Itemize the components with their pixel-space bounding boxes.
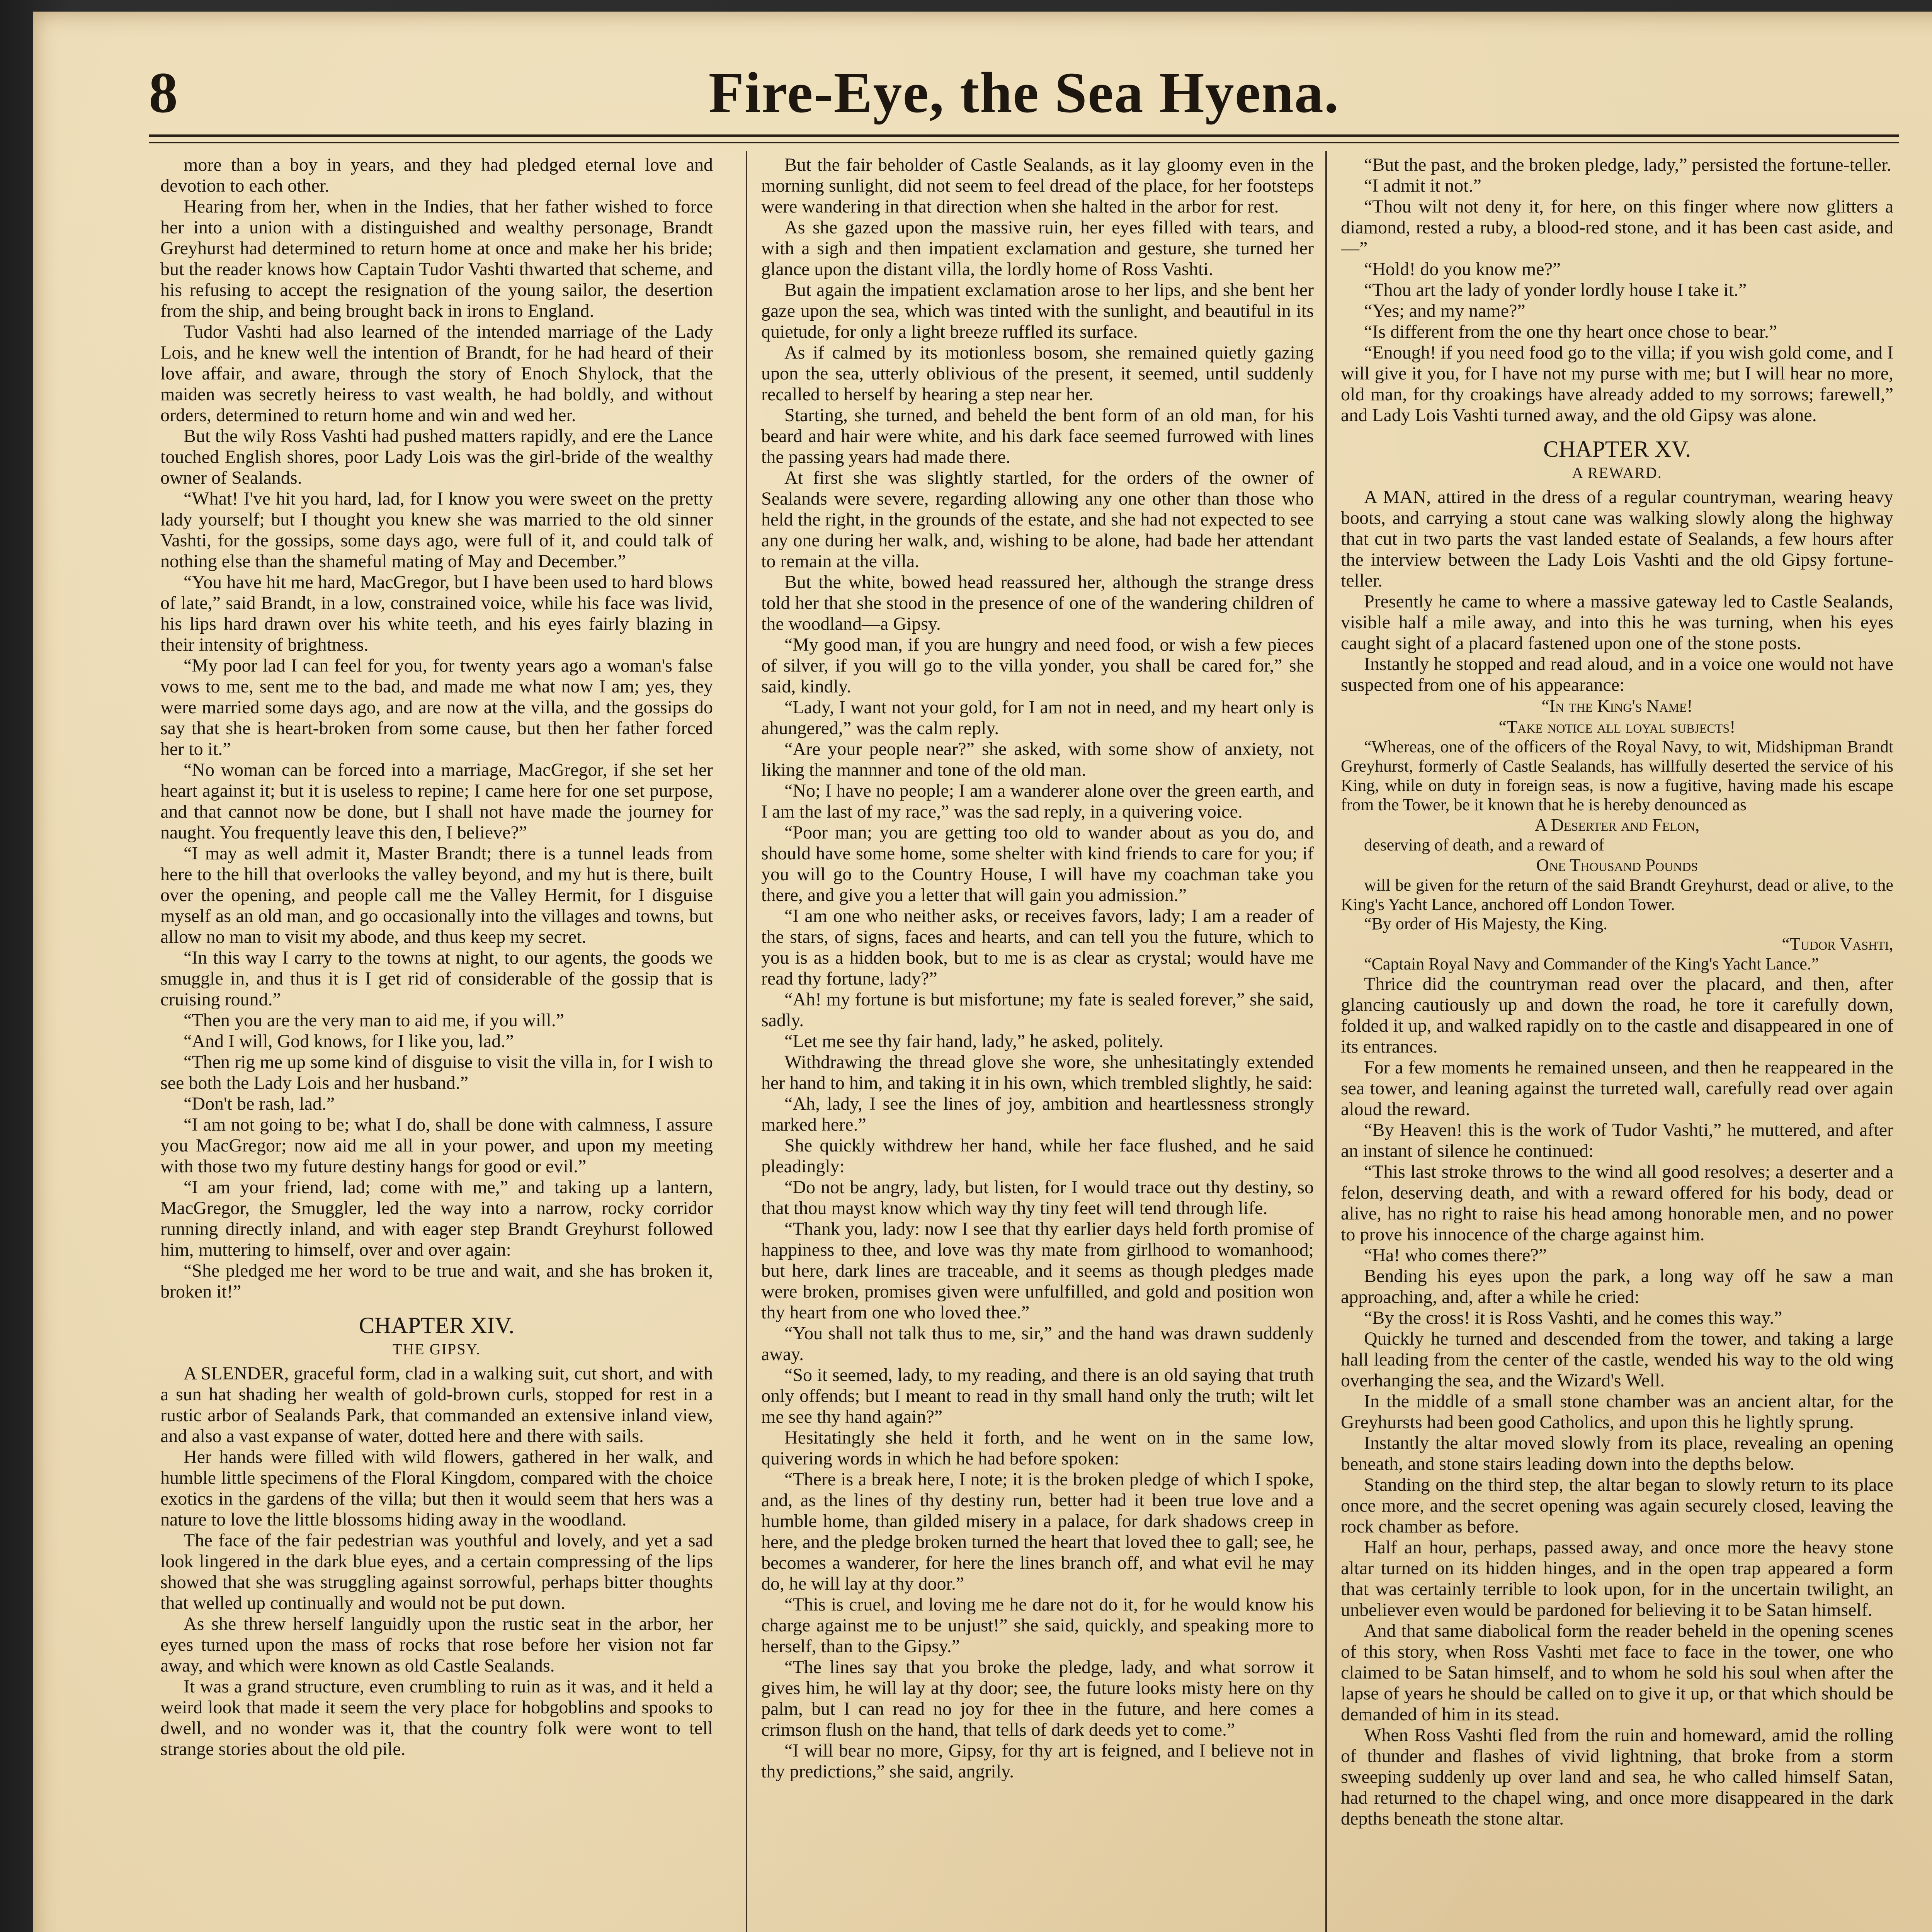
paragraph: “Do not be angry, lady, but listen, for I would trace out thy destiny, so that thou mayst know which way thy tiny feet will tend through life. (761, 1177, 1314, 1218)
paragraph: She quickly withdrew her hand, while her face flushed, and he said pleadingly: (761, 1135, 1314, 1177)
paragraph: But again the impatient exclamation arose to her lips, and she bent her gaze upon the sea, which was tinted with the sunlight, and beautiful in its quietude, for only a light breeze ruffled its surface. (761, 280, 1314, 342)
chapter-subheading: A REWARD. (1572, 464, 1662, 481)
page-header (149, 54, 1899, 131)
paragraph: “Is different from the one thy heart once chose to bear.” (1364, 321, 1777, 342)
paragraph: When Ross Vashti fled from the ruin and homeward, amid the rolling of thunder and flashes of vivid lightning, that broke from a storm sweeping suddenly up over land and sea, he who called himself Satan, had returned to the chapel wing, and once more disappeared in the dark depths beneath the stone altar. (1341, 1725, 1893, 1829)
paragraph: “She pledged me her word to be true and wait, and she has broken it, broken it!” (160, 1260, 713, 1302)
paragraph: “The lines say that you broke the pledge, lady, and what sorrow it gives him, he will lay at thy door; see, the future looks misty here on thy palm, but I can read no joy for thee in the future, and here comes a crimson flush on the hand, that tells of dark deeds yet to come.” (761, 1657, 1314, 1740)
paragraph: more than a boy in years, and they had pledged eternal love and devotion to each other. (160, 155, 713, 196)
notice-heading: “Take notice all loyal subjects! (1498, 717, 1736, 736)
paragraph: “I will bear no more, Gipsy, for thy art is feigned, and I believe not in thy predictions,” she said, angrily. (761, 1740, 1314, 1782)
paragraph: Tudor Vashti had also learned of the intended marriage of the Lady Lois, and he knew well the intention of Brandt, for he had heard of their love affair, and aware, through the story of Enoch Shylock, that the maiden was secretly heiress to vast wealth, he had boldly, and without orders, determined to return home and win and wed her. (160, 321, 713, 425)
paragraph: Her hands were filled with wild flowers, gathered in her walk, and humble little specimens of the Floral Kingdom, compared with the choice exotics in the gardens of the villa; but then it would seem that hers was a nature to love the little blossoms hiding away in the woodland. (160, 1447, 713, 1530)
paragraph: As she threw herself languidly upon the rustic seat in the arbor, her eyes turned upon the mass of rocks that rose before her vision not far away, and which were known as old Castle Sealands. (160, 1614, 713, 1676)
paragraph: “No woman can be forced into a marriage, MacGregor, if she set her heart against it; but it is useless to repine; I came here for one set purpose, and that cannot now be done, but I shall not have made the journey for naught. You frequently leave this den, I believe?” (160, 760, 713, 843)
notice-text: deserving of death, and a reward of (1364, 835, 1604, 854)
paragraph: Thrice did the countryman read over the placard, and then, after glancing cautiously up and down the road, he tore it carefully down, folded it up, and walked rapidly on to the castle and disappeared in one of its entrances. (1341, 974, 1893, 1057)
paragraph: Half an hour, perhaps, passed away, and once more the heavy stone altar turned on its hidden hinges, and in the open trap appeared a form that was certainly terrible to look upon, for in the uncertain twilight, an unbeliever even would be pardoned for believing it to be Satan himself. (1341, 1537, 1893, 1620)
text-column-3 (1341, 155, 1893, 1932)
paragraph: “Poor man; you are getting too old to wander about as you do, and should have some home, some shelter with kind friends to care for you; if you will go to the Country House, I will have my coachman take you there, and give you a letter that will gain you admission.” (761, 822, 1314, 905)
paragraph: “I may as well admit it, Master Brandt; there is a tunnel leads from here to the hill that overlooks the valley beyond, and my hut is there, built over the opening, and people call me the Valley Hermit, for I disguise myself as an old man, and go occasionally into the villages and towns, but allow no man to visit my abode, and thus keep my secret. (160, 843, 713, 947)
paragraph: “And I will, God knows, for I like you, lad.” (184, 1031, 514, 1051)
paragraph: “Thou wilt not deny it, for here, on this finger where now glitters a diamond, rested a ruby, a blood-red stone, and it has been cast aside, and—” (1341, 196, 1893, 259)
paragraph: Instantly the altar moved slowly from its place, revealing an opening beneath, and stone stairs leading down into the depths below. (1341, 1433, 1893, 1474)
paragraph: Starting, she turned, and beheld the bent form of an old man, for his beard and hair were white, and his dark face seemed furrowed with lines the passing years had made there. (761, 405, 1314, 467)
paragraph: “In this way I carry to the towns at night, to our agents, the goods we smuggle in, and thus it is I get rid of considerable of the gossip that is cruising round.” (160, 947, 713, 1010)
paragraph: “Enough! if you need food go to the villa; if you wish gold come, and I will give it you, for I have not my purse with me; but I will hear no more, old man, for thy croakings have already added to my sorrows; farewell,” and Lady Lois Vashti turned away, and the old Gipsy was alone. (1341, 342, 1893, 425)
paragraph: Standing on the third step, the altar began to slowly return to its place once more, and the secret opening was again securely closed, leaving the rock chamber as before. (1341, 1475, 1893, 1537)
paragraph: “By Heaven! this is the work of Tudor Vashti,” he muttered, and after an instant of silence he continued: (1341, 1120, 1893, 1161)
paragraph: “This is cruel, and loving me he dare not do it, for he would know his charge against me to be unjust!” she said, quickly, and speaking more to herself, than to the Gipsy.” (761, 1594, 1314, 1656)
notice-signature: “Tudor Vashti, (1782, 934, 1893, 954)
paragraph: Presently he came to where a massive gateway led to Castle Sealands, visible half a mile away, and into this he was turning, when his eyes caught sight of a placard fastened upon one of the stone posts. (1341, 591, 1893, 653)
paragraph: “Lady, I want not your gold, for I am not in need, and my heart only is ahungered,” was the calm reply. (761, 697, 1314, 738)
paragraph: “You shall not talk thus to me, sir,” and the hand was drawn suddenly away. (761, 1323, 1314, 1364)
paragraph: A MAN, attired in the dress of a regular countryman, wearing heavy boots, and carrying a stout cane was walking slowly along the highway that cut in two parts the vast landed estate of Sealands, a few hours after the interview between the Lady Lois Vashti and the old Gipsy fortune-teller. (1341, 487, 1893, 591)
paragraph: But the fair beholder of Castle Sealands, as it lay gloomy even in the morning sunlight, did not seem to feel dread of the place, for her footsteps were wandering in that direction when she halted in the arbor for rest. (761, 155, 1314, 217)
paragraph: “There is a break here, I note; it is the broken pledge of which I spoke, and, as the lines of thy destiny run, better had it been true love and a humble home, than gilded misery in a palace, for dark shadows creep in here, and the pledge broken turned the heart that loved thee to gall; see, he becomes a wanderer, for here the lines branch off, and what evil he may do, he will lay at thy door.” (761, 1469, 1314, 1594)
paragraph: “I am one who neither asks, or receives favors, lady; I am a reader of the stars, of signs, faces and hearts, and can tell you the future, which to you is as a hidden book, but to me is as clear as crystal; would have me read thy fortune, lady?” (761, 906, 1314, 989)
notice-heading: “In the King's Name! (1541, 696, 1693, 716)
text-column-1 (160, 155, 713, 1932)
paragraph: At first she was slightly startled, for the orders of the owner of Sealands were severe, regarding allowing any one other than those who held the right, in the grounds of the estate, and she had not expected to see any one during her walk, and, wishing to be alone, had bade her attendant to remain at the villa. (761, 468, 1314, 571)
paragraph: For a few moments he remained unseen, and then he reappeared in the sea tower, and leaning against the turreted wall, carefully read over again aloud the reward. (1341, 1057, 1893, 1119)
paragraph: “This last stroke throws to the wind all good resolves; a deserter and a felon, deserving death, and with a reward offered for his body, dead or alive, has no right to raise his head among honorable men, and no power to prove his innocence of the charge against him. (1341, 1162, 1893, 1245)
paragraph: “I admit it not.” (1364, 175, 1481, 196)
paragraph: “Are your people near?” she asked, with some show of anxiety, not liking the mannner and tone of the old man. (761, 739, 1314, 780)
paragraph: Hearing from her, when in the Indies, that her father wished to force her into a union with a distinguished and wealthy personage, Brandt Greyhurst had determined to return home at once and make her his bride; but the reader knows how Captain Tudor Vashti thwarted that scheme, and his refusing to accept the resignation of the young sailor, the desertion from the ship, and being brought back in irons to England. (160, 196, 713, 321)
paragraph: Hesitatingly she held it forth, and he went on in the same low, quivering words in which he had before spoken: (761, 1427, 1314, 1469)
paragraph: But the wily Ross Vashti had pushed matters rapidly, and ere the Lance touched English shores, poor Lady Lois was the girl-bride of the wealthy owner of Sealands. (160, 426, 713, 488)
paragraph: Instantly he stopped and read aloud, and in a voice one would not have suspected from one of his appearance: (1341, 654, 1893, 695)
paragraph: “Hold! do you know me?” (1364, 259, 1561, 279)
paragraph: As if calmed by its motionless bosom, she remained quietly gazing upon the sea, utterly oblivious of the present, it seemed, until suddenly recalled to herself by hearing a step near her. (761, 342, 1314, 405)
chapter-heading: CHAPTER XIV. (359, 1313, 515, 1338)
paragraph: “My good man, if you are hungry and need food, or wish a few pieces of silver, if you will go to the villa yonder, you shall be cared for,” she said, kindly. (761, 634, 1314, 697)
header-rule (149, 134, 1899, 143)
paragraph: “What! I've hit you hard, lad, for I know you were sweet on the pretty lady yourself; but I thought you knew she was married to the old sinner Vashti, for the gossips, some days ago, were full of it, and could talk of nothing else than the shameful mating of May and December.” (160, 488, 713, 571)
paragraph: “Ha! who comes there?” (1364, 1245, 1547, 1265)
paragraph: “Yes; and my name?” (1364, 301, 1526, 321)
paragraph: “Ah! my fortune is but misfortune; my fate is sealed forever,” she said, sadly. (761, 989, 1314, 1031)
notice-signature-title: “Captain Royal Navy and Commander of the King's Yacht Lance.” (1364, 954, 1819, 973)
paragraph: Quickly he turned and descended from the tower, and taking a large hall leading from the center of the castle, wended his way to the old wing overhanging the sea, and the Wizard's Well. (1341, 1328, 1893, 1391)
paragraph: “Thou art the lady of yonder lordly house I take it.” (1364, 280, 1747, 300)
chapter-heading: CHAPTER XV. (1543, 436, 1691, 462)
paragraph: It was a grand structure, even crumbling to ruin as it was, and it held a weird look that made it seem the very place for hobgoblins and spooks to dwell, and no wonder was it, that the country folk were wont to tell strange stories about the old pile. (160, 1676, 713, 1759)
notice-heading: One Thousand Pounds (1536, 855, 1698, 875)
paragraph: Withdrawing the thread glove she wore, she unhesitatingly extended her hand to him, and taking it in his own, which trembled slightly, he said: (761, 1052, 1314, 1093)
paragraph: “By the cross! it is Ross Vashti, and he comes this way.” (1364, 1308, 1782, 1328)
paragraph: In the middle of a small stone chamber was an ancient altar, for the Greyhursts had been good Catholics, and upon this he lightly sprung. (1341, 1391, 1893, 1432)
notice-text: will be given for the return of the said Brandt Greyhurst, dead or alive, to the King's Yacht Lance, anchored off London Tower. (1341, 876, 1893, 914)
paragraph: “Then rig me up some kind of disguise to visit the villa in, for I wish to see both the Lady Lois and her husband.” (160, 1052, 713, 1093)
paragraph: “Let me see thy fair hand, lady,” he asked, politely. (784, 1031, 1164, 1051)
paragraph: But the white, bowed head reassured her, although the strange dress told her that she stood in the presence of one of the wandering children of the woodland—a Gipsy. (761, 572, 1314, 634)
notice-order: “By order of His Majesty, the King. (1364, 914, 1608, 933)
paragraph: “You have hit me hard, MacGregor, but I have been used to hard blows of late,” said Brandt, in a low, constrained voice, while his face was livid, his lips hard drawn over his white teeth, and his eyes fairly blazing in their intensity of brightness. (160, 572, 713, 655)
paragraph: “I am your friend, lad; come with me,” and taking up a lantern, MacGregor, the Smuggler, led the way into a narrow, rocky corridor running directly inland, and with eager step Brandt Greyhurst followed him, muttering to himself, over and over again: (160, 1177, 713, 1260)
notice-text: “Whereas, one of the officers of the Royal Navy, to wit, Midshipman Brandt Greyhurst, formerly of Castle Sealands, has willfully deserted the service of his King, while on duty in foreign seas, is now a fugitive, having made his escape from the Tower, be it known that he is hereby denounced as (1341, 737, 1893, 814)
column-divider-1 (746, 151, 747, 1932)
paragraph: “So it seemed, lady, to my reading, and there is an old saying that truth only offends; but I meant to read in thy small hand only the truth; wilt let me see thy hand again?” (761, 1365, 1314, 1427)
paragraph: A SLENDER, graceful form, clad in a walking suit, cut short, and with a sun hat shading her wealth of gold-brown curls, stopped for rest in a rustic arbor of Sealands Park, that commanded an extensive inland view, and also a vast expanse of water, dotted here and there with sails. (160, 1363, 713, 1446)
column-divider-2 (1325, 151, 1327, 1932)
text-column-2 (761, 155, 1314, 1932)
paragraph: “I am not going to be; what I do, shall be done with calmness, I assure you MacGregor; now aid me all in your power, and upon my meeting with those two my future destiny hangs for good or evil.” (160, 1114, 713, 1177)
paragraph: And that same diabolical form the reader beheld in the opening scenes of this story, when Ross Vashti met face to face in the tower, one who claimed to be Satan himself, and to whom he sold his soul when after the lapse of years he should be called on to give it up, or that which should be demanded of him in its stead. (1341, 1621, 1893, 1725)
paragraph: “Ah, lady, I see the lines of joy, ambition and heartlessness strongly marked here.” (761, 1094, 1314, 1135)
running-title: Fire-Eye, the Sea Hyena. (708, 61, 1340, 125)
page-number: 8 (149, 61, 178, 125)
paragraph: Bending his eyes upon the park, a long way off he saw a man approaching, and, after a while he cried: (1341, 1266, 1893, 1307)
newspaper-page (33, 12, 1932, 1932)
paragraph: “But the past, and the broken pledge, lady,” persisted the fortune-teller. (1364, 155, 1891, 175)
paragraph: The face of the fair pedestrian was youthful and lovely, and yet a sad look lingered in the dark blue eyes, and a certain compressing of the lips showed that she was struggling against sorrowful, perhaps bitter thoughts that welled up continually and would not be put down. (160, 1530, 713, 1613)
paragraph: “Thank you, lady: now I see that thy earlier days held forth promise of happiness to thee, and love was thy mate from girlhood to womanhood; but here, dark lines are traceable, and it seems as though pledges made were broken, promises given were unfulfilled, and gold and position won thy heart from one who loved thee.” (761, 1219, 1314, 1323)
chapter-subheading: THE GIPSY. (392, 1340, 481, 1358)
paragraph: “No; I have no people; I am a wanderer alone over the green earth, and I am the last of my race,” was the sad reply, in a quivering voice. (761, 781, 1314, 822)
paragraph: “My poor lad I can feel for you, for twenty years ago a woman's false vows to me, sent me to the bad, and made me what now I am; yes, they were married some days ago, and are now at the villa, and the gossips do say that she is heart-broken from some cause, but then her father forced her to it.” (160, 655, 713, 759)
paragraph: “Then you are the very man to aid me, if you will.” (184, 1010, 565, 1031)
paragraph: As she gazed upon the massive ruin, her eyes filled with tears, and with a sigh and then impatient exclamation and gesture, she turned her glance upon the distant villa, the lordly home of Ross Vashti. (761, 217, 1314, 279)
notice-heading: A Deserter and Felon, (1534, 815, 1700, 835)
paragraph: “Don't be rash, lad.” (184, 1094, 335, 1114)
